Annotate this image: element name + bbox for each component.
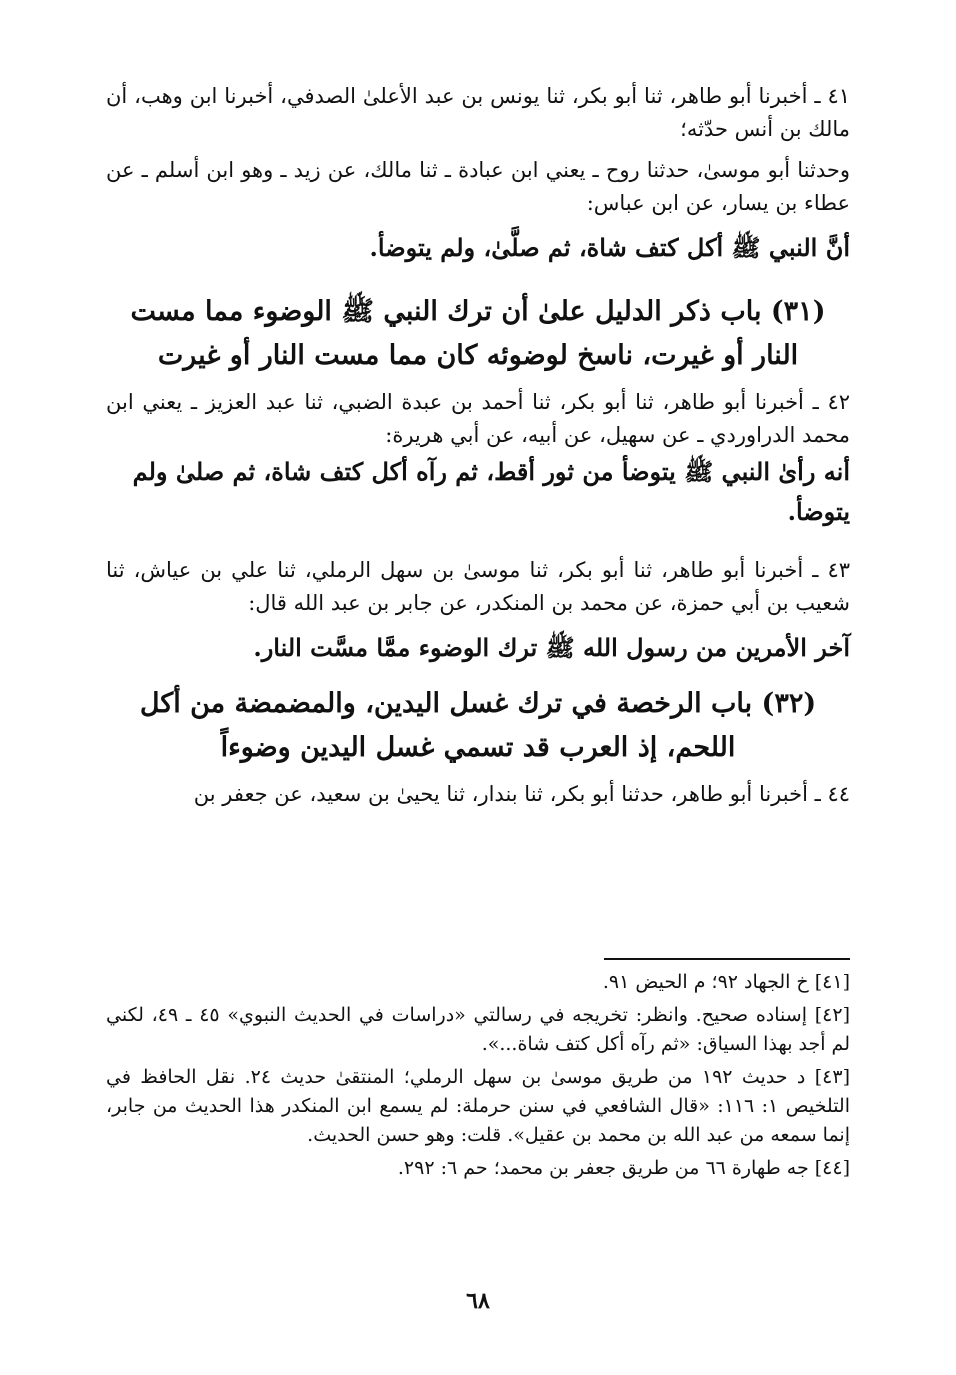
hadith-43-matn: آخر الأمرين من رسول الله ﷺ ترك الوضوء ممَّا مسَّت النار. xyxy=(253,633,850,662)
hadith-42-isnad: ٤٢ ـ أخبرنا أبو طاهر، ثنا أبو بكر، ثنا أحمد بن عبدة الضبي، ثنا عبد العزيز ـ يعني ابن محمد الدراوردي ـ عن سهيل، عن أبيه، عن أبي هريرة: xyxy=(106,390,850,447)
hadith-41-isnad-part2: وحدثنا أبو موسىٰ، حدثنا روح ـ يعني ابن عبادة ـ ثنا مالك، عن زيد ـ وهو ابن أسلم ـ عن عطاء بن يسار، عن ابن عباس: xyxy=(106,158,850,215)
hadith-41-matn: أنَّ النبي ﷺ أكل كتف شاة، ثم صلَّىٰ، ولم يتوضأ. xyxy=(369,233,850,262)
page-number: ٦٨ xyxy=(466,1288,490,1314)
footnote-41: [٤١] خ الجهاد ٩٢؛ م الحيض ٩١. xyxy=(602,971,850,993)
hadith-41-isnad-part1: ٤١ ـ أخبرنا أبو طاهر، ثنا أبو بكر، ثنا يونس بن عبد الأعلىٰ الصدفي، أخبرنا ابن وهب، أن مالك بن أنس حدّثه؛ xyxy=(106,84,850,141)
hadith-42-matn: أنه رأىٰ النبي ﷺ يتوضأ من ثور أقط، ثم رآه أكل كتف شاة، ثم صلىٰ ولم يتوضأ. xyxy=(132,457,850,526)
footnote-43: [٤٣] د حديث ١٩٢ من طريق موسىٰ بن سهل الرملي؛ المنتقىٰ حديث ٢٤. نقل الحافظ في التلخيص ١: ١١٦: «قال الشافعي في سنن حرملة: لم يسمع ابن المنكدر هذا الحديث من جابر، إنما سمعه من عبد الله بن محمد بن عقيل». قلت: وهو حسن الحديث. xyxy=(106,1066,851,1146)
hadith-43-isnad: ٤٣ ـ أخبرنا أبو طاهر، ثنا أبو بكر، ثنا موسىٰ بن سهل الرملي، ثنا علي بن عياش، ثنا شعيب بن أبي حمزة، عن محمد بن المنكدر، عن جابر بن عبد الله قال: xyxy=(106,558,850,615)
chapter-32-heading: (٣٢) باب الرخصة في ترك غسل اليدين، والمضمضة من أكل اللحم، إذ العرب قد تسمي غسل اليدين وضوءاً xyxy=(139,688,817,763)
chapter-31-heading: (٣١) باب ذكر الدليل علىٰ أن ترك النبي ﷺ الوضوء مما مست النار أو غيرت، ناسخ لوضوئه كان مما مست النار أو غيرت xyxy=(130,296,826,371)
hadith-44-isnad: ٤٤ ـ أخبرنا أبو طاهر، حدثنا أبو بكر، ثنا بندار، ثنا يحيىٰ بن سعيد، عن جعفر بن xyxy=(193,782,850,806)
footnote-42: [٤٢] إسناده صحيح. وانظر: تخريجه في رسالتي «دراسات في الحديث النبوي» ٤٥ ـ ٤٩، لكني لم أجد بهذا السياق: «ثم رآه أكل كتف شاة...». xyxy=(106,1004,850,1055)
footnote-44: [٤٤] جه طهارة ٦٦ من طريق جعفر بن محمد؛ حم ٦: ٢٩٢. xyxy=(397,1157,850,1179)
footnote-separator xyxy=(604,958,850,960)
footnotes-section xyxy=(106,968,850,1187)
